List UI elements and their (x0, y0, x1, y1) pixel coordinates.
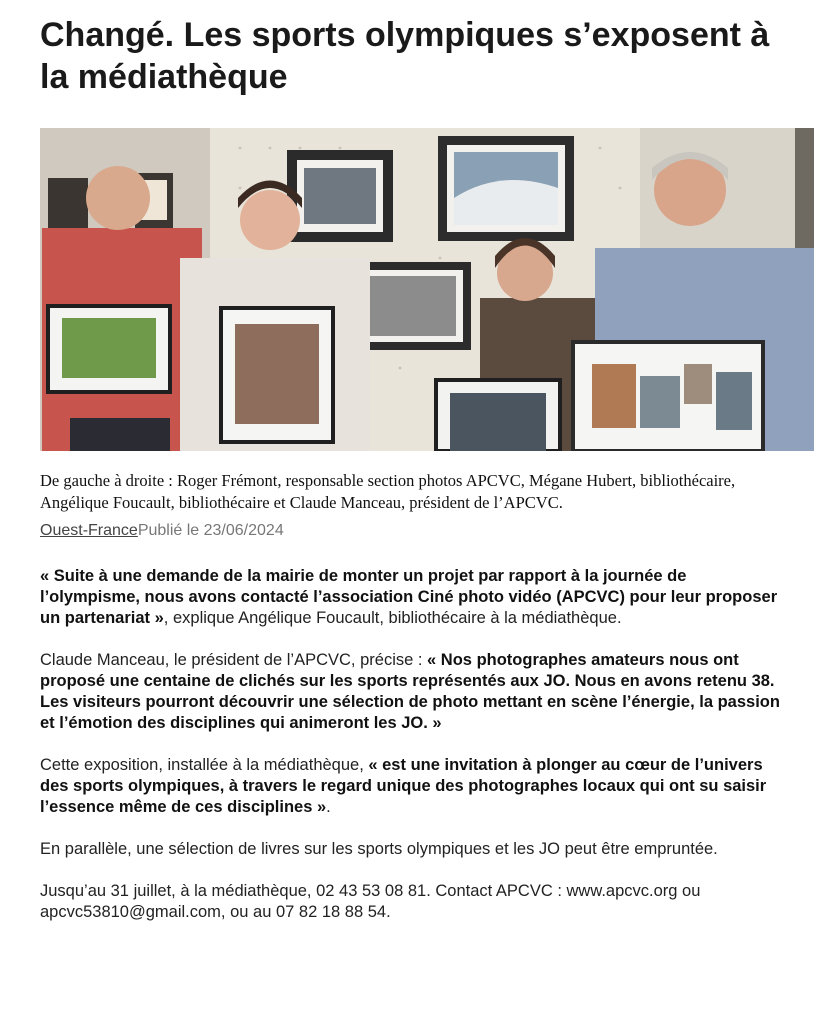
photo-caption: De gauche à droite : Roger Frémont, responsable section photos APCVC, Mégane Hubert, bibliothécaire, Angélique Foucault, bibliothécaire et Claude Manceau, président de l’APCVC. (40, 471, 736, 512)
quote-3: « est une invitation à plonger au cœur de l’univers des sports olympiques, à travers le regard unique des photographes locaux qui ont su saisir l’essence même de ces disciplines » (40, 756, 767, 816)
article-photo (40, 128, 814, 451)
paragraph-3-text: Cette exposition, installée à la médiathèque, (40, 756, 369, 774)
publish-date: Publié le 23/06/2024 (137, 522, 284, 539)
article-body (40, 566, 785, 944)
paragraph-1-text: , explique Angélique Foucault, bibliothécaire à la médiathèque. (163, 609, 622, 627)
article-title: Changé. Les sports olympiques s’exposent à la médiathèque (40, 16, 770, 96)
quote-1: « Suite à une demande de la mairie de monter un projet par rapport à la journée de l’olympisme, nous avons contacté l’association Ciné photo vidéo (APCVC) pour leur proposer un partenariat » (40, 567, 778, 627)
paragraph-3 (40, 755, 785, 818)
paragraph-3-end: . (326, 798, 331, 816)
paragraph-2 (40, 650, 785, 734)
paragraph-1 (40, 566, 785, 629)
paragraph-5: Jusqu’au 31 juillet, à la médiathèque, 02 43 53 08 81. Contact APCVC : www.apcvc.org ou apcvc53810@gmail.com, ou au 07 82 18 88 54. (40, 882, 701, 921)
source-line (40, 520, 284, 542)
source-link[interactable]: Ouest-France (40, 522, 138, 539)
paragraph-4: En parallèle, une sélection de livres sur les sports olympiques et les JO peut être empruntée. (40, 840, 718, 858)
quote-2: « Nos photographes amateurs nous ont proposé une centaine de clichés sur les sports représentés aux JO. Nous en avons retenu 38. Les visiteurs pourront découvrir une sélection de photo mettant en scène l’énergie, la passion et l’émotion des disciplines qui animeront les JO. » (40, 651, 780, 732)
paragraph-2-text: Claude Manceau, le président de l’APCVC, précise : (40, 651, 428, 669)
